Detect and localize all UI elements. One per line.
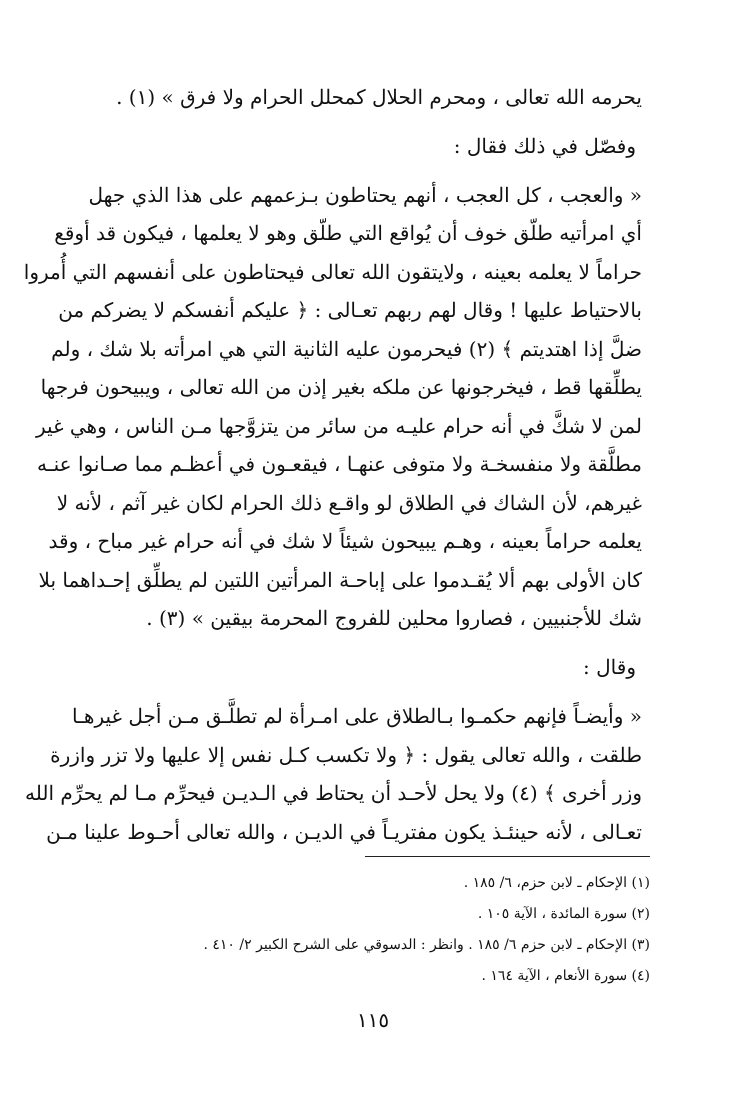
text-line: وفصّل في ذلك فقال : [453,134,636,158]
text-line: شك للأجنبيين ، فصاروا محلين للفروج المحرمة بيقين » (٣) . [146,606,642,630]
text-line: « والعجب ، كل العجب ، أنهم يحتاطون بـزعمهم على هذا الذي جهل [88,183,642,207]
page-number: ١١٥ [356,1008,390,1032]
text-line: « وأيضـاً فإنهم حكمـوا بـالطلاق على امـرأة لم تطلَّـق مـن أجل غيرهـا [71,704,642,728]
text-line: يطلِّقها قط ، فيخرجونها عن ملكه بغير إذن من الله تعالى ، ويبيحون فرجها [40,375,642,399]
text-line: مطلَّقة ولا منفسخـة ولا متوفى عنهـا ، فيقعـون في أعظـم مما صـانوا عنـه [37,452,642,476]
text-line: كان الأولى بهم ألا يُقـدموا على إباحـة المرأتين اللتين لم يطلِّق إحـداهما بلا [38,568,642,592]
text-line: لمن لا شكَّ في أنه حرام عليـه من سائر من يتزوَّجها مـن الناس ، وهي غير [36,414,642,438]
footnote: (٣) الإحكام ـ لابن حزم ٦/ ١٨٥ . وانظر : الدسوقي على الشرح الكبير ٢/ ٤١٠ . [203,937,650,953]
text-line: طلقت ، والله تعالى يقول : ﴿ ولا تكسب كـل نفس إلا عليها ولا تزر وازرة [50,743,642,767]
text-line: حراماً لا يعلمه بعينه ، ولايتقون الله تعالى فيحتاطون على أنفسهم التي أُمروا [23,260,642,284]
text-line: وقال : [583,655,636,679]
text-line: وزر أخرى ﴾ (٤) ولا يحل لأحـد أن يحتاط في الـديـن فيحرِّم مـا لم يحرِّم الله [25,781,642,805]
text-line: بالاحتياط عليها ! وقال لهم ربهم تعـالى : ﴿ عليكم أنفسكم لا يضركم من [58,298,642,322]
footnote: (١) الإحكام ـ لابن حزم، ٦/ ١٨٥ . [463,875,650,891]
text-line: غيرهم، لأن الشاك في الطلاق لو واقـع ذلك الحرام لكان غير آثم ، لأنه لا [56,491,642,515]
footnote: (٤) سورة الأنعام ، الآية ١٦٤ . [481,968,650,984]
text-line: ضلَّ إذا اهتديتم ﴾ (٢) فيحرمون عليه الثانية التي هي امرأته بلا شك ، ولم [51,337,642,361]
text-line: يحرمه الله تعالى ، ومحرم الحلال كمحلل الحرام ولا فرق » (١) . [116,85,642,109]
text-line: تعـالى ، لأنه حينئـذ يكون مفتريـاً في الديـن ، والله تعالى أحـوط علينا مـن [46,820,642,844]
footnote-separator [365,856,650,857]
text-line: يعلمه حراماً بعينه ، وهـم يبيحون شيئاً لا شك في أنه حرام غير مباح ، وقد [48,529,642,553]
text-line: أي امرأتيه طلّق خوف أن يُواقع التي طلّق وهو لا يعلمها ، فيكون قد أوقع [54,221,642,245]
footnote: (٢) سورة المائدة ، الآية ١٠٥ . [477,906,650,922]
